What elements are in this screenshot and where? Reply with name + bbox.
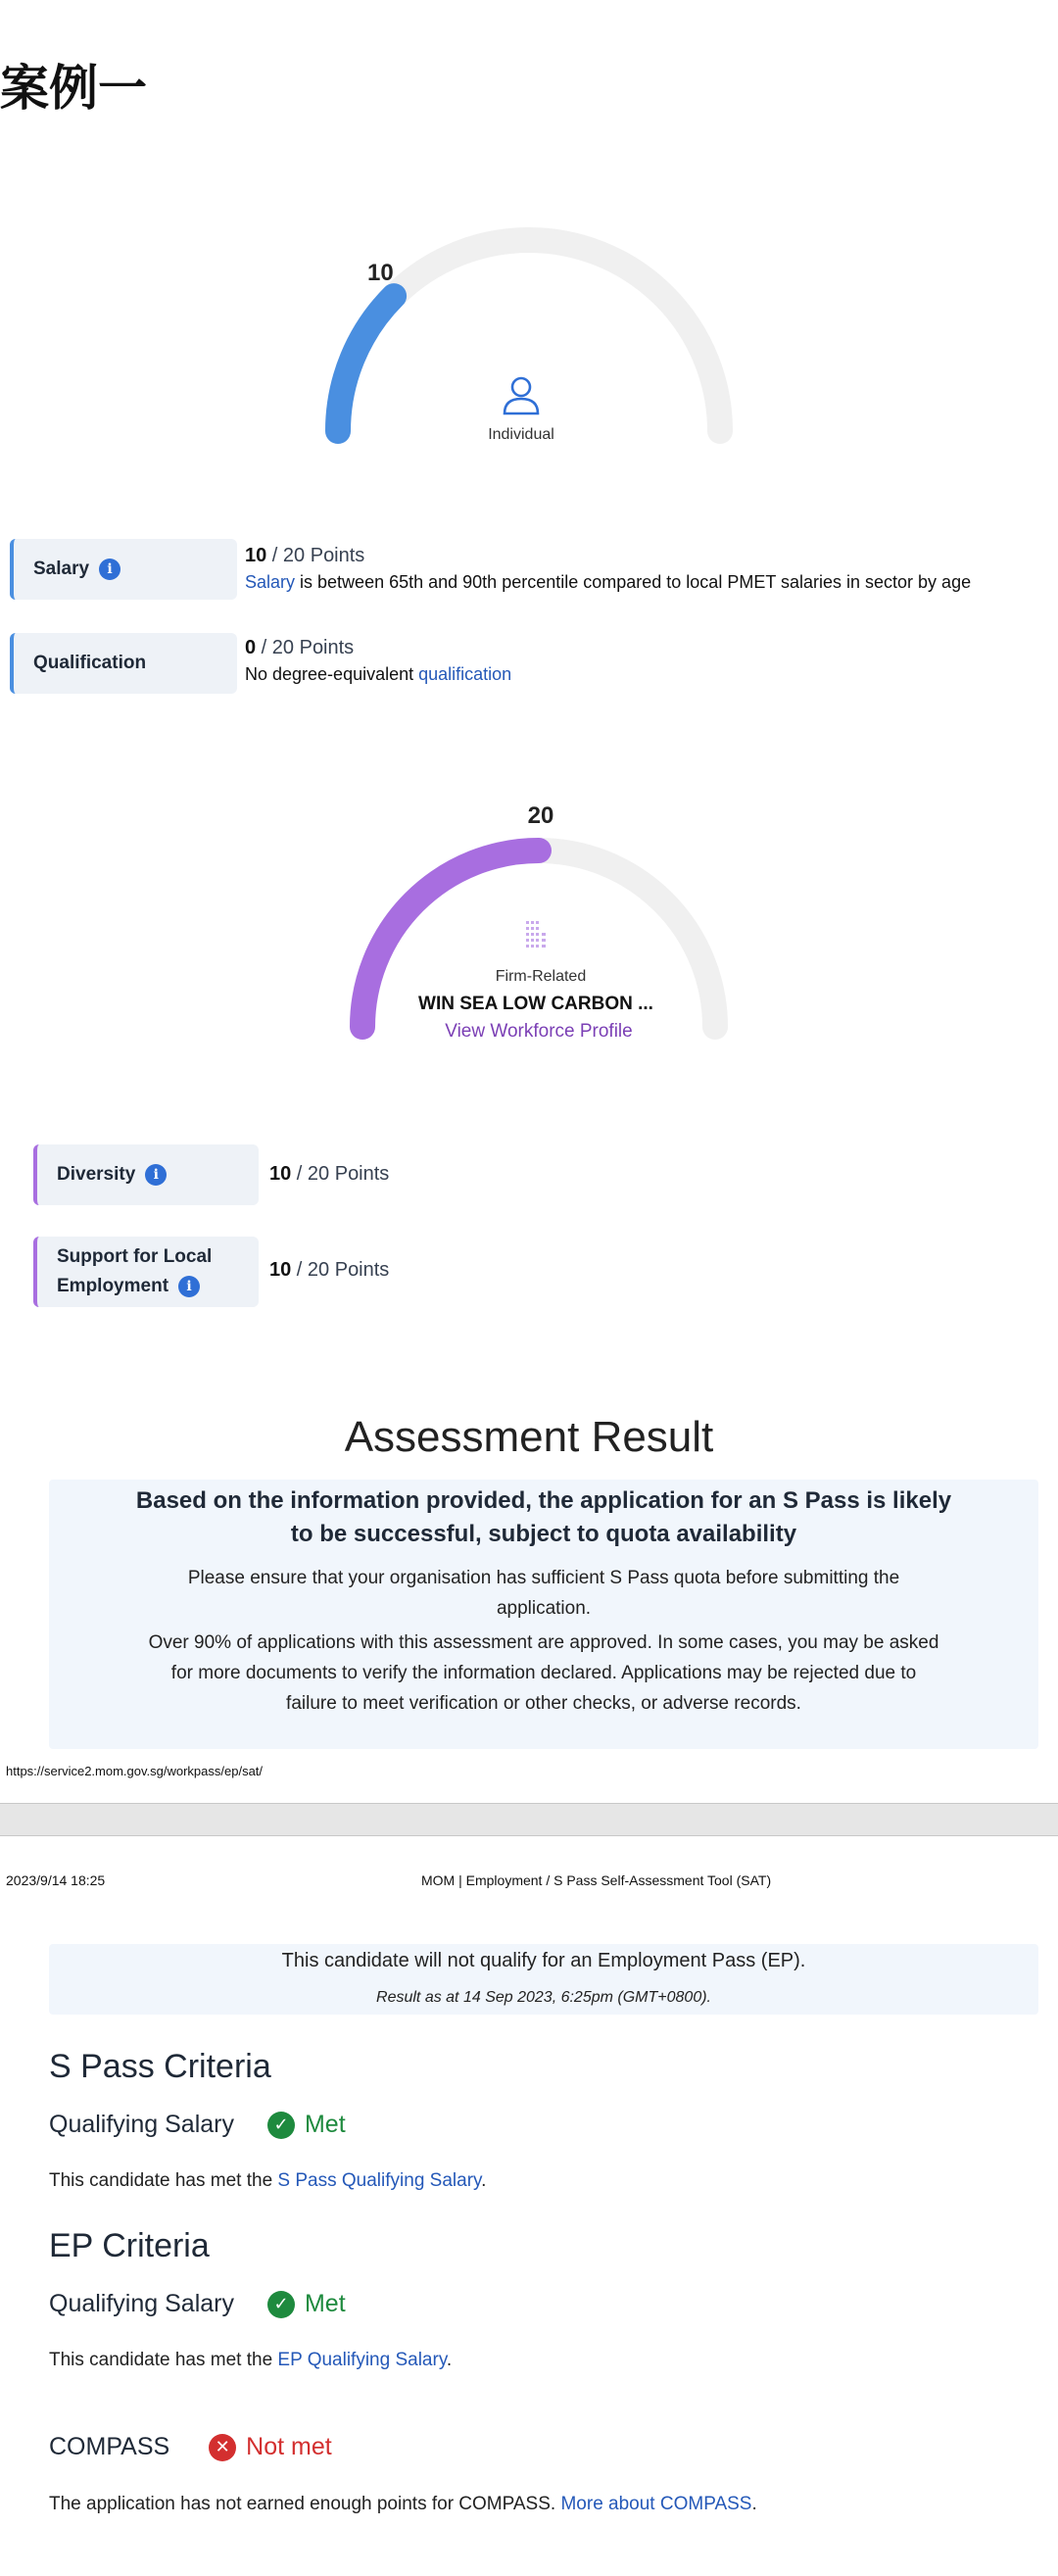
individual-label: Individual (488, 426, 554, 443)
ep-qualifying-salary-label: Qualifying Salary (49, 2290, 234, 2317)
firm-gauge (304, 792, 774, 1046)
ep-criteria-title: EP Criteria (49, 2227, 210, 2264)
compass-description: The application has not earned enough points for COMPASS. More about COMPASS. (49, 2494, 757, 2514)
x-icon: ✕ (209, 2434, 236, 2461)
spass-qualifying-salary-row (49, 2111, 346, 2139)
individual-gauge (294, 216, 764, 470)
diversity-points: 10 / 20 Points (269, 1163, 390, 1185)
result-timestamp: Result as at 14 Sep 2023, 6:25pm (GMT+0800). (376, 1989, 711, 2006)
criterion-diversity (33, 1144, 259, 1205)
ep-criteria-description: This candidate has met the EP Qualifying Salary. (49, 2350, 453, 2370)
criterion-local-employment-label-1: Support for Local (57, 1246, 213, 1267)
info-icon[interactable]: i (178, 1276, 200, 1297)
info-icon[interactable]: i (145, 1164, 167, 1186)
firm-score: 20 (527, 802, 554, 829)
more-about-compass-link[interactable]: More about COMPASS (560, 2494, 752, 2514)
info-icon[interactable]: i (99, 559, 120, 580)
criterion-qualification (10, 633, 237, 694)
assessment-main-2: to be successful, subject to quota availability (290, 1521, 797, 1547)
qualification-description: No degree-equivalent qualification (245, 664, 512, 684)
criterion-qualification-label: Qualification (33, 653, 147, 673)
status-badge: ✓ Met (267, 2290, 346, 2318)
salary-points: 10 / 20 Points (245, 545, 365, 566)
spass-criteria-description: This candidate has met the S Pass Qualifying Salary. (49, 2170, 487, 2191)
compass-row (49, 2433, 332, 2461)
assessment-sub1-2: application. (496, 1598, 592, 1619)
print-header-date: 2023/9/14 18:25 (6, 1872, 106, 1888)
ep-qualifying-salary-link[interactable]: EP Qualifying Salary (277, 2350, 447, 2370)
print-footer-url: https://service2.mom.gov.sg/workpass/ep/sat/ (6, 1764, 264, 1778)
criterion-local-employment (33, 1237, 259, 1307)
qualification-points: 0 / 20 Points (245, 637, 355, 658)
status-badge: ✓ Met (267, 2111, 346, 2139)
qualification-link[interactable]: qualification (418, 664, 512, 684)
salary-link[interactable]: Salary (245, 572, 296, 592)
view-workforce-profile-link[interactable]: View Workforce Profile (445, 1021, 633, 1042)
person-icon (505, 378, 538, 413)
assessment-sub2-1: Over 90% of applications with this assessment are approved. In some cases, you may be asked (148, 1632, 939, 1653)
check-icon: ✓ (267, 2291, 295, 2318)
print-header-title: MOM | Employment / S Pass Self-Assessment Tool (SAT) (421, 1872, 772, 1888)
assessment-main-1: Based on the information provided, the application for an S Pass is likely (135, 1487, 952, 1514)
individual-gauge-track (338, 240, 720, 431)
ep-notice-text: This candidate will not qualify for an Employment Pass (EP). (281, 1950, 806, 1971)
criterion-salary-label: Salary (33, 559, 90, 579)
assessment-sub2-2: for more documents to verify the information declared. Applications may be rejected due to (170, 1663, 917, 1683)
assessment-sub1-1: Please ensure that your organisation has sufficient S Pass quota before submitting the (187, 1568, 900, 1588)
assessment-sub2-3: failure to meet verification or other checks, or adverse records. (286, 1693, 801, 1714)
ep-qualifying-salary-row (49, 2290, 346, 2318)
firm-company-name: WIN SEA LOW CARBON ... (418, 994, 653, 1014)
building-icon (526, 921, 546, 948)
spass-criteria-title: S Pass Criteria (49, 2048, 271, 2085)
check-icon: ✓ (267, 2112, 295, 2139)
status-badge: ✕ Not met (209, 2433, 332, 2461)
salary-description: Salary is between 65th and 90th percentile compared to local PMET salaries in sector by age (245, 572, 972, 592)
assessment-title: Assessment Result (344, 1413, 714, 1461)
compass-label: COMPASS (49, 2433, 170, 2460)
individual-gauge-fill (338, 296, 394, 431)
spass-qualifying-salary-label: Qualifying Salary (49, 2111, 234, 2138)
firm-label: Firm-Related (495, 968, 587, 985)
criterion-diversity-label: Diversity (57, 1164, 136, 1185)
individual-score: 10 (367, 260, 394, 286)
page-heading: 案例一 (0, 60, 147, 117)
spass-qualifying-salary-link[interactable]: S Pass Qualifying Salary (277, 2170, 482, 2191)
criterion-salary (10, 539, 237, 600)
local-employment-points: 10 / 20 Points (269, 1259, 390, 1281)
criterion-local-employment-label-2: Employment (57, 1276, 169, 1296)
page-separator (0, 1803, 1058, 1836)
